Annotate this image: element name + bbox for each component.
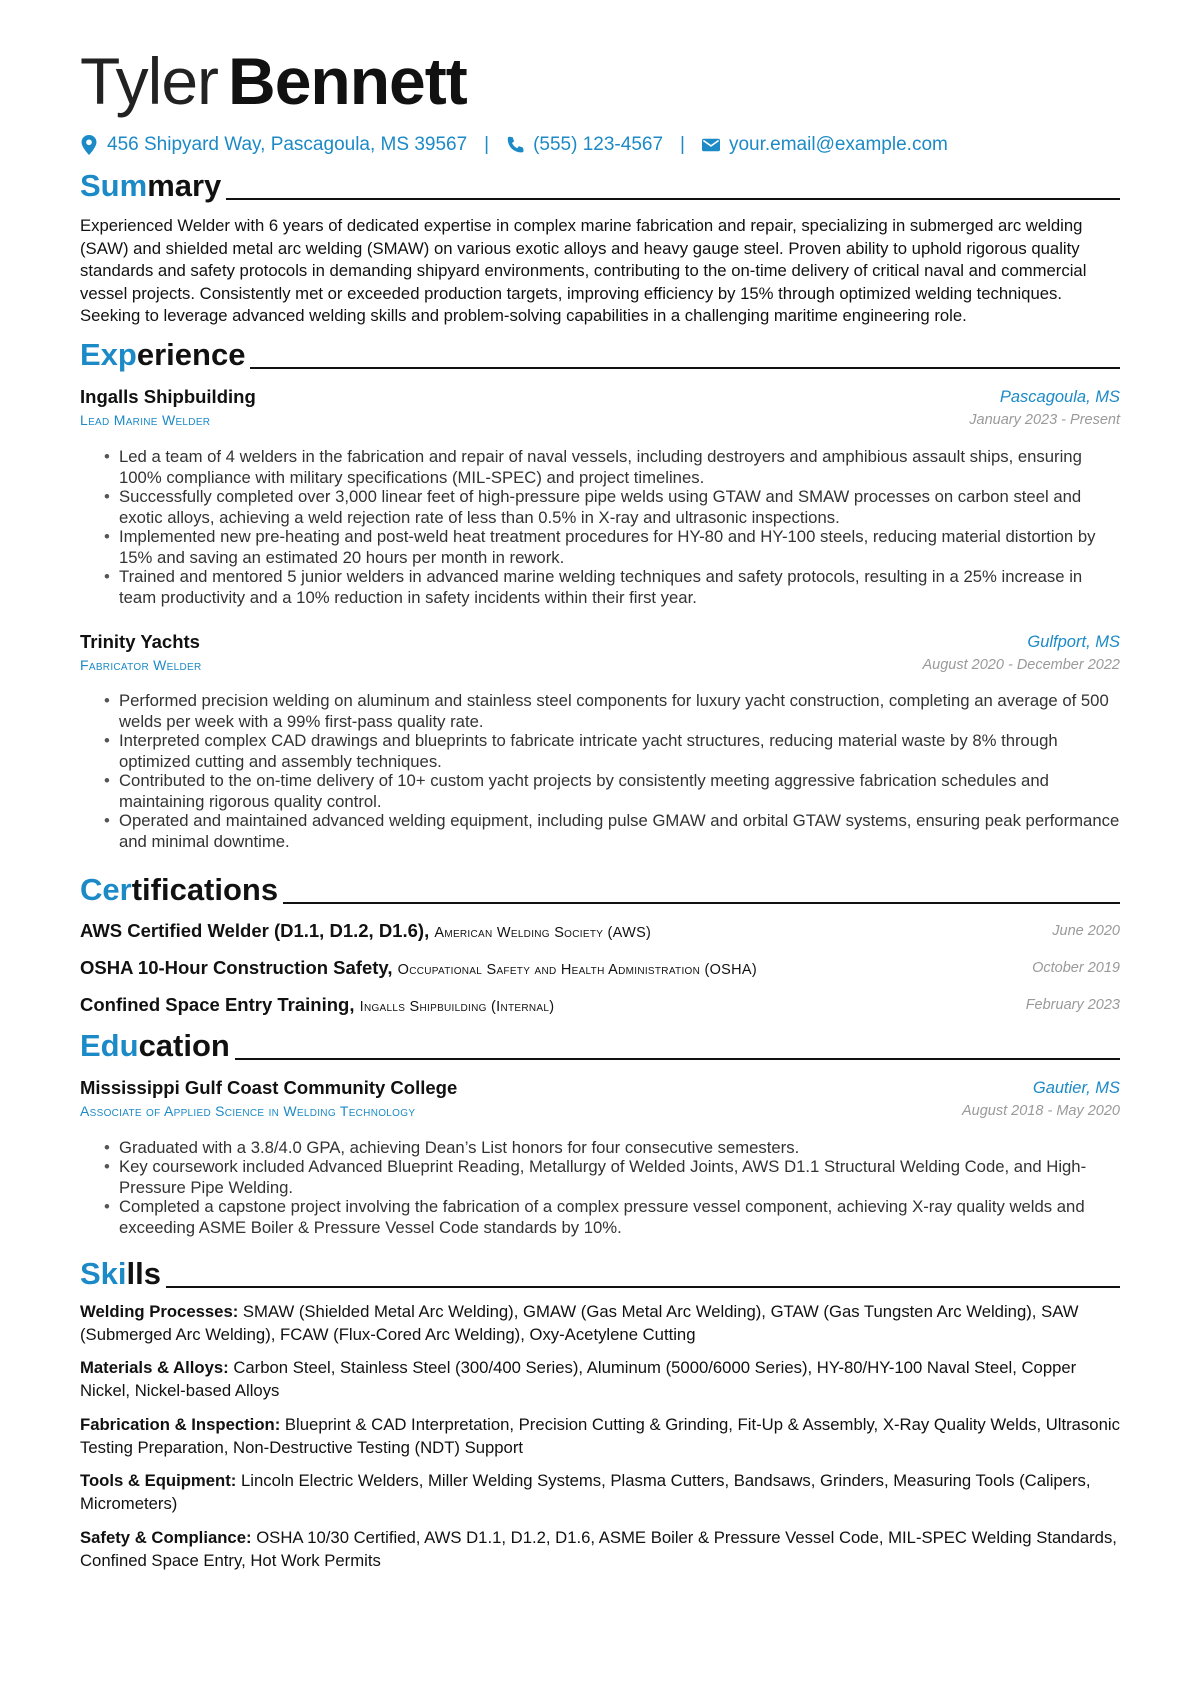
certification-name: OSHA 10-Hour Construction Safety [80, 957, 388, 978]
job-role: Lead Marine Welder [80, 412, 211, 428]
job-entry [80, 630, 1120, 676]
summary-section-header [80, 164, 1120, 204]
skill-value: OSHA 10/30 Certified, AWS D1.1, D1.2, D1.6, ASME Boiler & Pressure Vessel Code, MIL-SPEC Welding Standards, Confined Space Entry, Hot Work Permits [80, 1528, 1117, 1570]
experience-title: Experience [80, 337, 246, 372]
certification-issuer: Occupational Safety and Health Administration (OSHA) [397, 962, 758, 978]
envelope-icon [702, 135, 720, 155]
experience-section-header [80, 333, 1120, 373]
list-item: • Implemented new pre-heating and post-weld heat treatment procedures for HY-80 and HY-100 steels, reducing material distortion by 15% and saving an estimated 20 hours per month in rework. [80, 526, 1120, 568]
skill-value: Blueprint & CAD Interpretation, Precision Cutting & Grinding, Fit-Up & Assembly, X-Ray Quality Welds, Ultrasonic Testing Preparation, Non-Destructive Testing (NDT) Support [80, 1415, 1120, 1457]
certification-item: OSHA 10-Hour Construction Safety, Occupational Safety and Health Administration (OSHA) October 2019 [80, 957, 1120, 978]
certification-date: June 2020 [1052, 923, 1120, 939]
job-entry [80, 385, 1120, 431]
phone-item[interactable] [506, 132, 663, 158]
certifications-section-header [80, 868, 1120, 908]
certification-date: February 2023 [1025, 997, 1120, 1013]
skill-value: Lincoln Electric Welders, Miller Welding Systems, Plasma Cutters, Bandsaws, Grinders, Measuring Tools (Calipers, Micrometers) [80, 1471, 1091, 1513]
contact-separator: | [484, 134, 490, 155]
job-company: Ingalls Shipbuilding [80, 386, 256, 407]
list-item: • Contributed to the on-time delivery of 10+ custom yacht projects by consistently meeting aggressive fabrication schedules and maintaining rigorous quality control. [80, 770, 1120, 812]
list-item: • Key coursework included Advanced Blueprint Reading, Metallurgy of Welded Joints, AWS D1.1 Structural Welding Code, and High-Pressure Pipe Welding. [80, 1156, 1120, 1198]
education-bullets [80, 1137, 1120, 1236]
list-item: • Interpreted complex CAD drawings and blueprints to fabricate intricate yacht structures, reducing material waste by 8% through optimized cutting and assembly techniques. [80, 730, 1120, 772]
skill-label: Welding Processes: [80, 1302, 239, 1321]
job-location: Pascagoula, MS [999, 388, 1120, 406]
education-section-header [80, 1024, 1120, 1064]
list-item: • Successfully completed over 3,000 linear feet of high-pressure pipe welds using GTAW and SMAW processes on carbon steel and exotic alloys, achieving a weld rejection rate of less than 0.5% in X-ray and ultrasonic inspections. [80, 486, 1120, 528]
skill-label: Safety & Compliance: [80, 1528, 252, 1547]
skill-row [80, 1414, 1120, 1459]
certification-issuer: Ingalls Shipbuilding (Internal) [359, 999, 555, 1015]
email-item[interactable] [702, 132, 948, 158]
education-title: Education [80, 1028, 230, 1063]
summary-text: Experienced Welder with 6 years of dedicated expertise in complex marine fabrication and repair, specializing in submerged arc welding (SAW) and shielded metal arc welding (SMAW) on various exotic alloys and heavy gauge steel. Proven ability to uphold rigorous quality standards and safety protocols in demanding shipyard environments, contributing to the on-time delivery of critical naval and commercial vessel projects. Consistently met or exceeded production targets, improving efficiency by 15% through optimized welding techniques. Seeking to leverage advanced welding skills and problem-solving capabilities in a challenging maritime engineering role. [80, 216, 1087, 326]
candidate-name [80, 42, 467, 120]
list-item: • Led a team of 4 welders in the fabrication and repair of naval vessels, including destroyers and amphibious assault ships, ensuring 100% compliance with military specifications (MIL-SPEC) and project timelines. [80, 446, 1120, 488]
certification-date: October 2019 [1032, 960, 1120, 976]
last-name: Bennett [228, 44, 467, 118]
school-name: Mississippi Gulf Coast Community College [80, 1077, 458, 1098]
skill-label: Fabrication & Inspection: [80, 1415, 281, 1434]
list-item: • Performed precision welding on aluminum and stainless steel components for luxury yacht construction, completing an average of 500 welds per week with a 99% first-pass quality rate. [80, 690, 1120, 732]
certification-item: Confined Space Entry Training, Ingalls Shipbuilding (Internal) February 2023 [80, 994, 1120, 1015]
skill-row [80, 1527, 1120, 1572]
job-dates: August 2020 - December 2022 [922, 657, 1120, 673]
section-divider [235, 1058, 1120, 1060]
certification-item: AWS Certified Welder (D1.1, D1.2, D1.6), American Welding Society (AWS) June 2020 [80, 920, 1120, 941]
section-divider [166, 1286, 1120, 1288]
degree: Associate of Applied Science in Welding Technology [80, 1103, 416, 1119]
certifications-title: Certifications [80, 872, 279, 907]
address-text: 456 Shipyard Way, Pascagoula, MS 39567 [107, 134, 468, 155]
phone-icon [506, 135, 524, 155]
section-divider [283, 902, 1120, 904]
skill-label: Tools & Equipment: [80, 1471, 237, 1490]
contact-line [80, 132, 948, 158]
first-name: Tyler [80, 44, 219, 118]
job-dates: January 2023 - Present [969, 412, 1120, 428]
contact-separator: | [680, 134, 685, 155]
summary-title: Summary [80, 168, 222, 203]
map-pin-icon [80, 135, 98, 155]
list-item: • Completed a capstone project involving the fabrication of a complex pressure vessel component, achieving X-ray quality welds and exceeding ASME Boiler & Pressure Vessel Code standards by 10%. [80, 1196, 1120, 1238]
job-role: Fabricator Welder [80, 657, 202, 673]
skill-label: Materials & Alloys: [80, 1358, 229, 1377]
skill-row [80, 1301, 1120, 1346]
skill-row [80, 1357, 1120, 1402]
job-location: Gulfport, MS [1027, 633, 1120, 651]
certification-name: AWS Certified Welder (D1.1, D1.2, D1.6) [80, 920, 425, 941]
skill-row [80, 1470, 1120, 1515]
address-item [80, 132, 467, 158]
certification-issuer: American Welding Society (AWS) [434, 925, 652, 941]
education-dates: August 2018 - May 2020 [962, 1103, 1120, 1119]
list-item: • Trained and mentored 5 junior welders in advanced marine welding techniques and safety protocols, resulting in a 25% increase in team productivity and a 10% reduction in safety incidents within their first year. [80, 566, 1120, 608]
email-text[interactable]: your.email@example.com [728, 134, 948, 155]
section-divider [226, 198, 1120, 200]
list-item: • Operated and maintained advanced welding equipment, including pulse GMAW and orbital GTAW systems, ensuring peak performance and minimal downtime. [80, 810, 1120, 852]
list-item: • Graduated with a 3.8/4.0 GPA, achieving Dean’s List honors for four consecutive semesters. [80, 1137, 1120, 1158]
skill-value: Carbon Steel, Stainless Steel (300/400 Series), Aluminum (5000/6000 Series), HY-80/HY-100 Naval Steel, Copper Nickel, Nickel-based Alloys [80, 1358, 1077, 1400]
skills-title: Skills [80, 1256, 161, 1291]
education-entry [80, 1076, 1120, 1122]
skills-section-header [80, 1252, 1120, 1292]
skill-value: SMAW (Shielded Metal Arc Welding), GMAW (Gas Metal Arc Welding), GTAW (Gas Tungsten Arc Welding), SAW (Submerged Arc Welding), FCAW (Flux-Cored Arc Welding), Oxy-Acetylene Cutting [80, 1302, 1079, 1344]
job-bullets [80, 446, 1120, 606]
certification-name: Confined Space Entry Training [80, 994, 350, 1015]
phone-text[interactable]: (555) 123-4567 [533, 134, 664, 155]
job-company: Trinity Yachts [80, 631, 200, 652]
job-bullets [80, 690, 1120, 850]
school-location: Gautier, MS [1032, 1079, 1120, 1097]
section-divider [250, 367, 1120, 369]
